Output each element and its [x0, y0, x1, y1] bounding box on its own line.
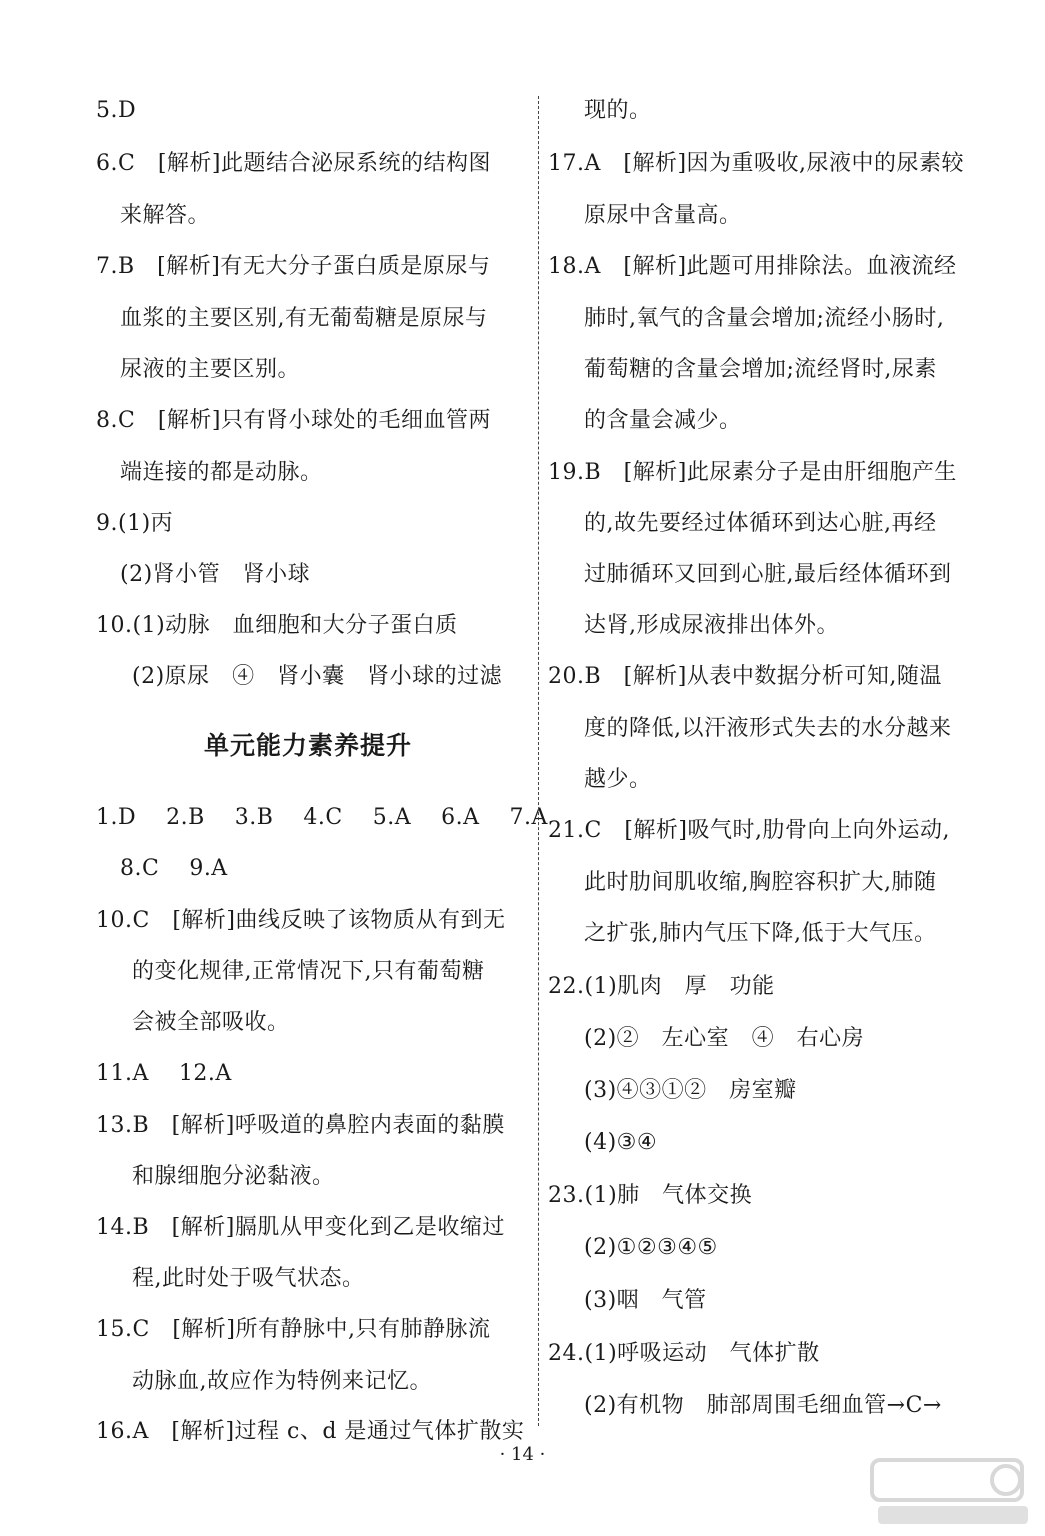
answer-line: (2)肾小管 肾小球 — [120, 562, 311, 587]
answer-line: 的变化规律,正常情况下,只有葡萄糖 — [132, 959, 485, 984]
answer-line: (2)② 左心室 ④ 右心房 — [584, 1026, 865, 1051]
answer-line: 13.B [解析]呼吸道的鼻腔内表面的黏膜 — [96, 1113, 505, 1138]
answer-line: 15.C [解析]所有静脉中,只有肺静脉流 — [96, 1317, 491, 1342]
answer-line: 14.B [解析]膈肌从甲变化到乙是收缩过 — [96, 1215, 505, 1240]
answer-line: 8.C [解析]只有肾小球处的毛细血管两 — [96, 408, 491, 433]
section-heading: 单元能力素养提升 — [204, 731, 413, 760]
answer-line: 葡萄糖的含量会增加;流经肾时,尿素 — [584, 357, 937, 382]
answer-line: (3)④③①② 房室瓣 — [584, 1078, 797, 1103]
answer-line: (4)③④ — [584, 1130, 658, 1155]
answer-line: 17.A [解析]因为重吸收,尿液中的尿素较 — [548, 151, 965, 176]
answer-line: 之扩张,肺内气压下降,低于大气压。 — [584, 921, 937, 946]
answer-line: 肺时,氧气的含量会增加;流经小肠时, — [584, 306, 945, 331]
answer-line: 血浆的主要区别,有无葡萄糖是原尿与 — [120, 306, 488, 331]
answer-line: 1.D 2.B 3.B 4.C 5.A 6.A 7.A — [96, 805, 548, 830]
answer-line: (3)咽 气管 — [584, 1288, 707, 1313]
answer-line: 11.A 12.A — [96, 1061, 232, 1086]
answer-line: 动脉血,故应作为特例来记忆。 — [132, 1369, 432, 1394]
answer-line: 22.(1)肌肉 厚 功能 — [548, 974, 775, 999]
answer-line: 18.A [解析]此题可用排除法。血液流经 — [548, 254, 957, 279]
answer-line: 原尿中含量高。 — [584, 203, 742, 228]
answer-line: 端连接的都是动脉。 — [120, 460, 323, 485]
answer-line: 度的降低,以汗液形式失去的水分越来 — [584, 716, 952, 741]
answer-line: 和腺细胞分泌黏液。 — [132, 1164, 335, 1189]
watermark-logo-icon — [868, 1454, 1038, 1530]
answer-line: 的,故先要经过体循环到达心脏,再经 — [584, 511, 937, 536]
answer-line: 16.A [解析]过程 c、d 是通过气体扩散实 — [96, 1419, 525, 1444]
answer-line: 20.B [解析]从表中数据分析可知,随温 — [548, 664, 942, 689]
answer-line: 过肺循环又回到心脏,最后经体循环到 — [584, 562, 952, 587]
answer-line: 10.C [解析]曲线反映了该物质从有到无 — [96, 908, 506, 933]
answer-line: 5.D — [96, 98, 137, 123]
answer-line: 此时肋间肌收缩,胸腔容积扩大,肺随 — [584, 870, 937, 895]
answer-line: 24.(1)呼吸运动 气体扩散 — [548, 1341, 820, 1366]
page-number: · 14 · — [499, 1444, 546, 1465]
answer-line: 达肾,形成尿液排出体外。 — [584, 613, 839, 638]
answer-line: 8.C 9.A — [120, 856, 228, 881]
answer-line: 的含量会减少。 — [584, 408, 742, 433]
answer-line: (2)原尿 ④ 肾小囊 肾小球的过滤 — [132, 664, 503, 689]
answer-line: 现的。 — [584, 98, 652, 123]
answer-line: (2)有机物 肺部周围毛细血管→C→ — [584, 1393, 942, 1418]
answer-line: (2)①②③④⑤ — [584, 1235, 718, 1260]
answer-line: 越少。 — [584, 767, 652, 792]
watermark-logo — [868, 1454, 1038, 1530]
answer-line: 19.B [解析]此尿素分子是由肝细胞产生 — [548, 460, 957, 485]
column-divider — [538, 96, 539, 1426]
answer-line: 程,此时处于吸气状态。 — [132, 1266, 365, 1291]
answer-line: 6.C [解析]此题结合泌尿系统的结构图 — [96, 151, 491, 176]
answer-line: 23.(1)肺 气体交换 — [548, 1183, 753, 1208]
answer-line: 7.B [解析]有无大分子蛋白质是原尿与 — [96, 254, 491, 279]
answer-line: 10.(1)动脉 血细胞和大分子蛋白质 — [96, 613, 458, 638]
answer-line: 会被全部吸收。 — [132, 1010, 290, 1035]
answer-line: 21.C [解析]吸气时,肋骨向上向外运动, — [548, 818, 950, 843]
answer-line: 来解答。 — [120, 203, 211, 228]
answer-line: 9.(1)丙 — [96, 511, 174, 536]
answer-line: 尿液的主要区别。 — [120, 357, 301, 382]
